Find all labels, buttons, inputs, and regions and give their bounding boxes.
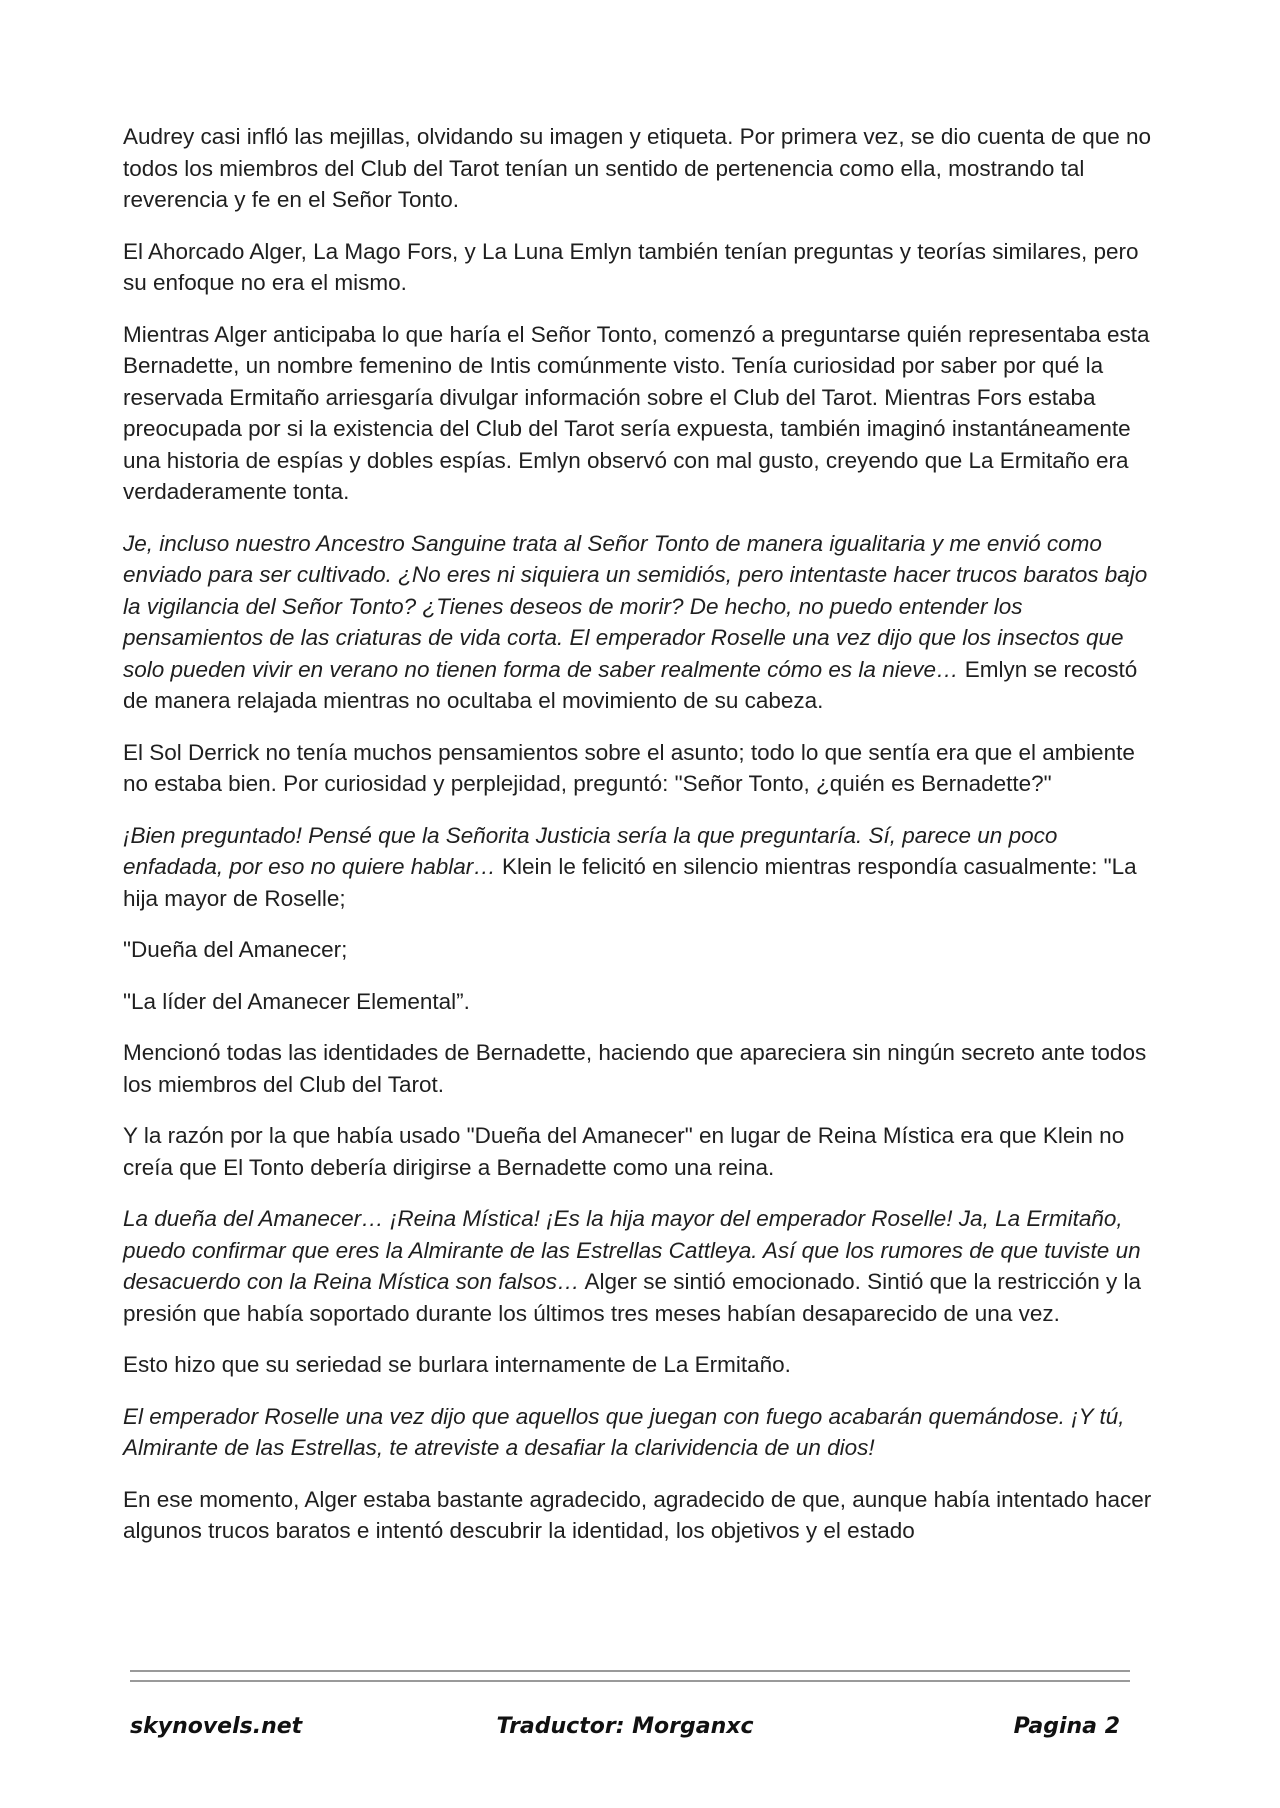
footer-site: skynovels.net (130, 1714, 303, 1739)
paragraph-text: "Dueña del Amanecer; (123, 937, 348, 962)
paragraph-text: Mientras Alger anticipaba lo que haría el Señor Tonto, comenzó a preguntarse quién representaba esta Bernadette, un nombre femenino de Intis comúnmente visto. Tenía curiosidad por saber por qué la reservada Ermitaño arriesgaría divulgar información sobre el Club del Tarot. Mientras Fors estaba preocupada por si la existencia del Club del Tarot sería expuesta, también imaginó instantáneamente una historia de espías y dobles espías. Emlyn observó con mal gusto, creyendo que La Ermitaño era verdaderamente tonta. (123, 321, 1150, 504)
footer-page-number: Pagina 2 (1013, 1714, 1120, 1739)
document-body (123, 121, 1158, 1567)
paragraph-text: Mencionó todas las identidades de Bernadette, haciendo que apareciera sin ningún secreto ante todos los miembros del Club del Tarot. (123, 1040, 1147, 1097)
paragraph (123, 934, 1158, 966)
paragraph-italic-text: ¡Bien preguntado! Pensé que la Señorita Justicia sería la que preguntaría. Sí, parece un poco enfadada, por eso no quiere hablar… (123, 822, 1058, 879)
footer-rule-bottom (130, 1680, 1130, 1682)
paragraph (123, 1203, 1158, 1329)
paragraph (123, 1349, 1158, 1381)
paragraph-text: En ese momento, Alger estaba bastante agradecido, agradecido de que, aunque había intentado hacer algunos trucos baratos e intentó descubrir la identidad, los objetivos y el estado (123, 1486, 1152, 1543)
paragraph-text: Emlyn se recostó de manera relajada mientras no ocultaba el movimiento de su cabeza. (123, 656, 1138, 713)
paragraph-text: El Sol Derrick no tenía muchos pensamientos sobre el asunto; todo lo que sentía era que el ambiente no estaba bien. Por curiosidad y perplejidad, preguntó: "Señor Tonto, ¿quién es Bernadette?" (123, 739, 1135, 796)
paragraph-text: Klein le felicitó en silencio mientras respondía casualmente: "La hija mayor de Roselle; (123, 854, 1137, 911)
paragraph (123, 986, 1158, 1018)
paragraph-text: Alger se sintió emocionado. Sintió que la restricción y la presión que había soportado durante los últimos tres meses habían desaparecido de una vez. (123, 1269, 1142, 1326)
paragraph-text: Esto hizo que su seriedad se burlara internamente de La Ermitaño. (123, 1352, 791, 1377)
paragraph (123, 528, 1158, 717)
paragraph (123, 1037, 1158, 1100)
footer-rule-top (130, 1670, 1130, 1672)
page-footer (130, 1714, 1120, 1754)
paragraph-text: "La líder del Amanecer Elemental”. (123, 988, 470, 1014)
paragraph-text: Audrey casi infló las mejillas, olvidando su imagen y etiqueta. Por primera vez, se dio cuenta de que no todos los miembros del Club del Tarot tenían un sentido de pertenencia como ella, mostrando tal reverencia y fe en el Señor Tonto. (123, 124, 1152, 212)
paragraph (123, 737, 1158, 800)
paragraph (123, 1484, 1158, 1547)
paragraph-italic-text: La dueña del Amanecer… ¡Reina Mística! ¡Es la hija mayor del emperador Roselle! Ja, La Ermitaño, puedo confirmar que eres la Almirante de las Estrellas Cattleya. Así que los rumores de que tuviste un desacuerdo con la Reina Mística son falsos… (123, 1206, 1141, 1294)
paragraph (123, 236, 1158, 299)
paragraph-italic-text: El emperador Roselle una vez dijo que aquellos que juegan con fuego acabarán quemándose. ¡Y tú, Almirante de las Estrellas, te atreviste a desafiar la clarividencia de un dios! (123, 1403, 1125, 1460)
footer-translator: Traductor: Morganxc (496, 1714, 754, 1739)
paragraph-text: Y la razón por la que había usado "Dueña del Amanecer" en lugar de Reina Mística era que Klein no creía que El Tonto debería dirigirse a Bernadette como una reina. (123, 1123, 1125, 1180)
paragraph (123, 319, 1158, 508)
paragraph-text: El Ahorcado Alger, La Mago Fors, y La Luna Emlyn también tenían preguntas y teorías similares, pero su enfoque no era el mismo. (123, 238, 1139, 295)
paragraph-italic-text: Je, incluso nuestro Ancestro Sanguine trata al Señor Tonto de manera igualitaria y me envió como enviado para ser cultivado. ¿No eres ni siquiera un semidiós, pero intentaste hacer trucos baratos bajo la vigilancia del Señor Tonto? ¿Tienes deseos de morir? De hecho, no puedo entender los pensamientos de las criaturas de vida corta. El emperador Roselle una vez dijo que los insectos que solo pueden vivir en verano no tienen forma de saber realmente cómo es la nieve… (123, 530, 1148, 682)
paragraph (123, 121, 1158, 216)
paragraph (123, 820, 1158, 915)
paragraph (123, 1120, 1158, 1183)
paragraph (123, 1401, 1158, 1464)
